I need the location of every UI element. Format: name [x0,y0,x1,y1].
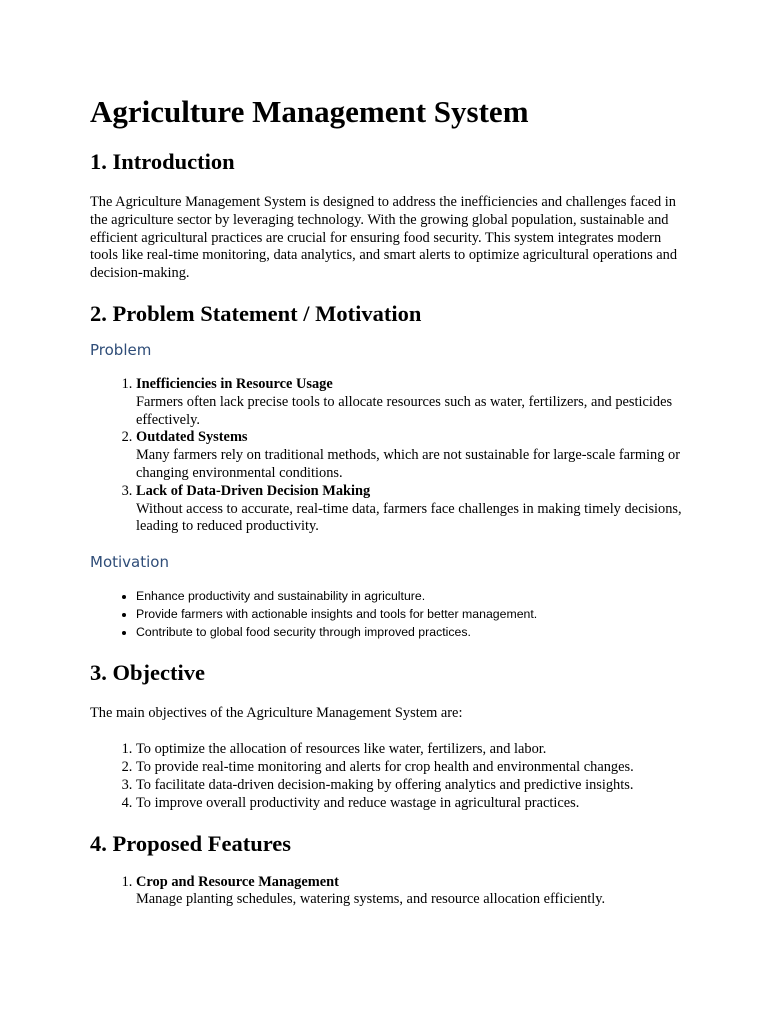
subheading-motivation: Motivation [90,553,169,572]
section-heading-proposed-features: 4. Proposed Features [90,830,292,856]
list-item: 1. To optimize the allocation of resources like water, fertilizers, and labor. [136,741,690,759]
motivation-list [90,588,690,641]
list-item [136,874,690,910]
problem-item-description: Farmers often lack precise tools to allocate resources such as water, fertilizers, and pesticides effectively. [136,393,673,428]
objective-list [90,741,690,812]
document-body [90,93,690,909]
feature-item-description: Manage planting schedules, watering systems, and resource allocation efficiently. [136,891,606,908]
section-heading-objective: 3. Objective [90,659,205,685]
introduction-paragraph: The Agriculture Management System is designed to address the inefficiencies and challenges faced in the agriculture sector by leveraging technology. With the growing global population, sustainable and efficient agricultural practices are crucial for ensuring food security. This system integrates modern tools like real-time monitoring, data analytics, and smart alerts to optimize agricultural operations and decision-making. [90,194,678,282]
list-item: 4. To improve overall productivity and reduce wastage in agricultural practices. [136,795,690,813]
problem-item-description: Without access to accurate, real-time data, farmers face challenges in making timely decisions, leading to reduced productivity. [136,500,682,535]
objective-intro: The main objectives of the Agriculture Management System are: [90,704,463,721]
feature-item-title: 1. Crop and Resource Management [136,873,339,890]
list-item: 2. To provide real-time monitoring and alerts for crop health and environmental changes. [136,759,690,777]
list-item [136,483,690,536]
problem-item-title: 2. Outdated Systems [136,429,248,446]
list-item [136,376,690,429]
document-title: Agriculture Management System [90,94,529,129]
problem-item-title: 1. Inefficiencies in Resource Usage [136,375,333,392]
problem-list [90,376,690,536]
features-list [90,874,690,910]
problem-item-title: 3. Lack of Data-Driven Decision Making [136,482,371,499]
list-item [136,429,690,482]
list-item: 3. To facilitate data-driven decision-making by offering analytics and predictive insights. [136,777,690,795]
problem-item-description: Many farmers rely on traditional methods, which are not sustainable for large-scale farming or changing environmental conditions. [136,447,680,481]
section-heading-problem-statement: 2. Problem Statement / Motivation [90,300,422,326]
list-item: • Enhance productivity and sustainability in agriculture. [136,588,690,606]
subheading-problem: Problem [90,340,152,359]
section-heading-introduction: 1. Introduction [90,149,235,174]
list-item: • Contribute to global food security through improved practices. [136,624,690,642]
list-item: • Provide farmers with actionable insights and tools for better management. [136,606,690,624]
